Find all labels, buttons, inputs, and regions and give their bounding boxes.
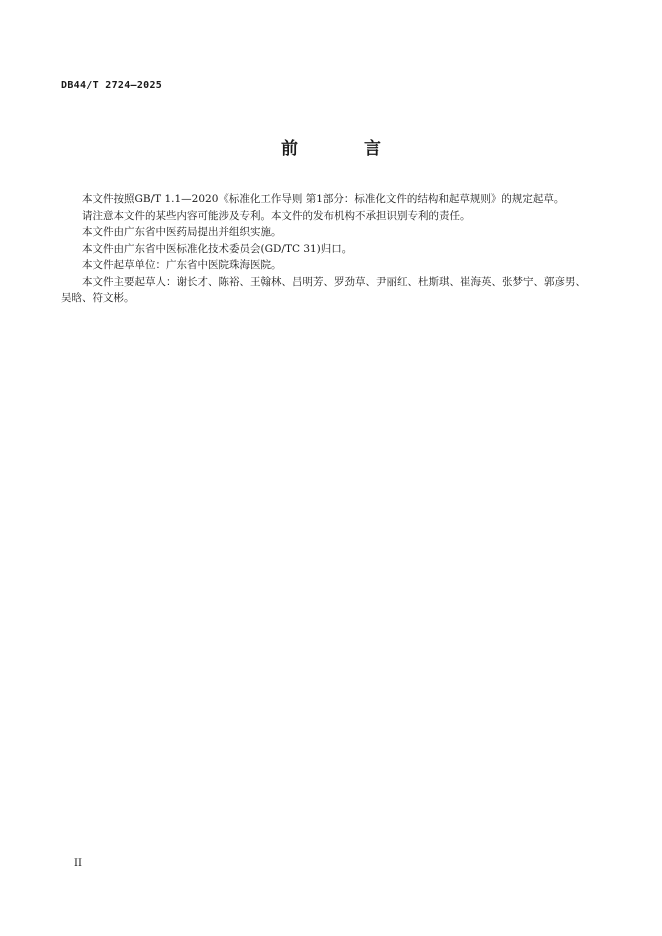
paragraph-patent-notice: 请注意本文件的某些内容可能涉及专利。本文件的发布机构不承担识别专利的责任。	[82, 209, 471, 222]
page-number: II	[74, 858, 82, 869]
foreword-body	[61, 191, 591, 307]
paragraph-drafting-rules: 本文件按照GB/T 1.1—2020《标准化工作导则 第1部分：标准化文件的结构和起草规则》的规定起草。	[82, 193, 565, 205]
document-code: DB44/T 2724—2025	[61, 80, 163, 91]
paragraph-drafting-unit: 本文件起草单位：广东省中医院珠海医院。	[82, 259, 282, 271]
paragraph-drafters: 本文件主要起草人：谢长才、陈裕、王翰林、吕明芳、罗劲草、尹丽红、杜斯琪、崔海英、张梦宁、郭彦男、吴晗、符文彬。	[61, 275, 586, 304]
paragraph-technical-committee: 本文件由广东省中医标准化技术委员会(GD/TC 31)归口。	[82, 242, 353, 255]
page-title: 前 言	[281, 139, 411, 159]
paragraph-proposer: 本文件由广东省中医药局提出并组织实施。	[82, 226, 282, 238]
